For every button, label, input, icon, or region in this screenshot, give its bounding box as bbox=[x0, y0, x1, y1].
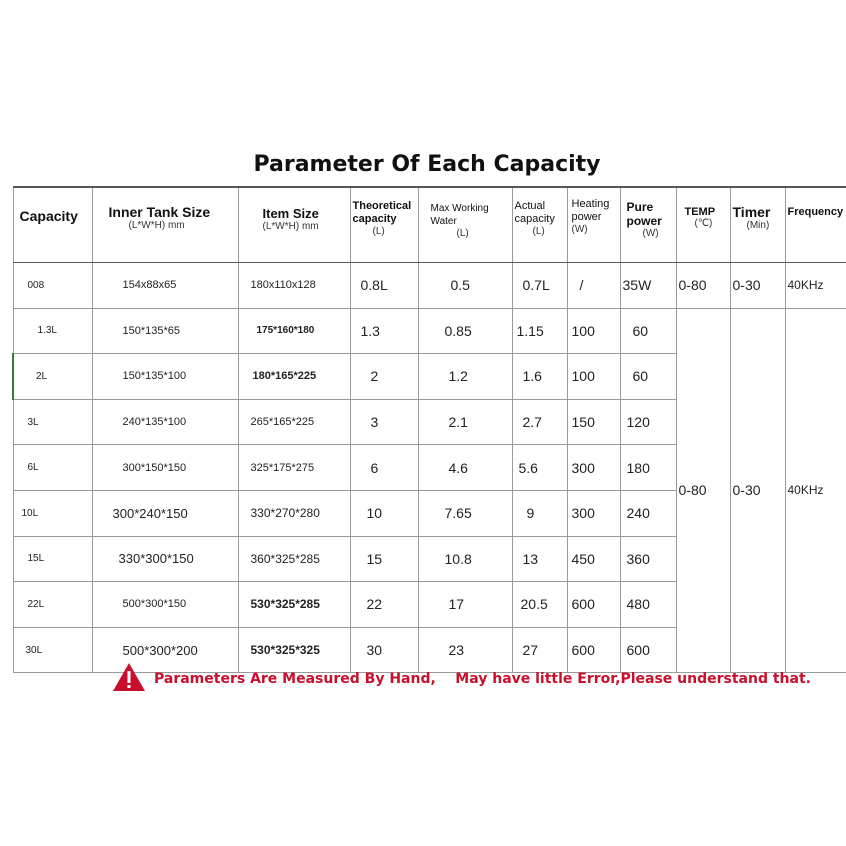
cell-max-water: 7.65 bbox=[418, 490, 512, 536]
cell-item-size: 180*165*225 bbox=[238, 354, 350, 400]
cell-pure: 120 bbox=[620, 399, 676, 445]
cell-heating: 100 bbox=[567, 308, 620, 354]
cell-max-water: 10.8 bbox=[418, 536, 512, 582]
cell-capacity: 2L bbox=[13, 354, 92, 400]
cell-actual: 27 bbox=[512, 627, 567, 673]
cell-heating: 150 bbox=[567, 399, 620, 445]
cell-pure: 600 bbox=[620, 627, 676, 673]
cell-actual: 1.15 bbox=[512, 308, 567, 354]
cell-item-size: 330*270*280 bbox=[238, 490, 350, 536]
parameter-table bbox=[12, 186, 846, 673]
cell-pure: 35W bbox=[620, 263, 676, 309]
cell-item-size: 325*175*275 bbox=[238, 445, 350, 491]
cell-pure: 60 bbox=[620, 354, 676, 400]
cell-capacity: 10L bbox=[13, 490, 92, 536]
cell-item-size: 175*160*180 bbox=[238, 308, 350, 354]
header-heating-power: Heating power (W) bbox=[567, 187, 620, 263]
cell-actual: 1.6 bbox=[512, 354, 567, 400]
cell-heating: 300 bbox=[567, 445, 620, 491]
cell-item-size: 265*165*225 bbox=[238, 399, 350, 445]
cell-pure: 240 bbox=[620, 490, 676, 536]
table-header-row bbox=[13, 187, 846, 263]
cell-item-size: 530*325*285 bbox=[238, 582, 350, 628]
cell-temp: 0-80 bbox=[676, 263, 730, 309]
cell-actual: 5.6 bbox=[512, 445, 567, 491]
cell-capacity: 008 bbox=[13, 263, 92, 309]
cell-actual: 2.7 bbox=[512, 399, 567, 445]
cell-max-water: 23 bbox=[418, 627, 512, 673]
header-capacity: Capacity bbox=[13, 187, 92, 263]
cell-max-water: 4.6 bbox=[418, 445, 512, 491]
cell-heating: / bbox=[567, 263, 620, 309]
cell-timer: 0-30 bbox=[730, 263, 785, 309]
cell-theoretical: 2 bbox=[350, 354, 418, 400]
header-timer: Timer (Min) bbox=[730, 187, 785, 263]
cell-theoretical: 3 bbox=[350, 399, 418, 445]
cell-inner-size: 500*300*150 bbox=[92, 582, 238, 628]
header-pure-power: Pure power (W) bbox=[620, 187, 676, 263]
cell-max-water: 2.1 bbox=[418, 399, 512, 445]
cell-theoretical: 15 bbox=[350, 536, 418, 582]
cell-actual: 0.7L bbox=[512, 263, 567, 309]
cell-theoretical: 0.8L bbox=[350, 263, 418, 309]
cell-pure: 360 bbox=[620, 536, 676, 582]
cell-item-size: 360*325*285 bbox=[238, 536, 350, 582]
cell-capacity: 1.3L bbox=[13, 308, 92, 354]
table-row bbox=[13, 308, 846, 354]
cell-item-size: 530*325*325 bbox=[238, 627, 350, 673]
cell-capacity: 15L bbox=[13, 536, 92, 582]
header-item-size: Item Size (L*W*H) mm bbox=[238, 187, 350, 263]
cell-inner-size: 150*135*65 bbox=[92, 308, 238, 354]
cell-heating: 100 bbox=[567, 354, 620, 400]
cell-heating: 450 bbox=[567, 536, 620, 582]
cell-actual: 20.5 bbox=[512, 582, 567, 628]
cell-heating: 600 bbox=[567, 627, 620, 673]
notice-text: Parameters Are Measured By Hand, May have little Error,Please understand that. bbox=[154, 671, 811, 687]
cell-max-water: 0.5 bbox=[418, 263, 512, 309]
cell-inner-size: 500*300*200 bbox=[92, 627, 238, 673]
cell-inner-size: 150*135*100 bbox=[92, 354, 238, 400]
table-row bbox=[13, 263, 846, 309]
cell-max-water: 0.85 bbox=[418, 308, 512, 354]
cell-pure: 60 bbox=[620, 308, 676, 354]
cell-item-size: 180x110x128 bbox=[238, 263, 350, 309]
cell-pure: 180 bbox=[620, 445, 676, 491]
cell-heating: 300 bbox=[567, 490, 620, 536]
cell-capacity: 6L bbox=[13, 445, 92, 491]
cell-pure: 480 bbox=[620, 582, 676, 628]
cell-theoretical: 10 bbox=[350, 490, 418, 536]
cell-inner-size: 300*150*150 bbox=[92, 445, 238, 491]
cell-inner-size: 154x88x65 bbox=[92, 263, 238, 309]
cell-theoretical: 30 bbox=[350, 627, 418, 673]
cell-inner-size: 300*240*150 bbox=[92, 490, 238, 536]
cell-max-water: 1.2 bbox=[418, 354, 512, 400]
cell-max-water: 17 bbox=[418, 582, 512, 628]
cell-theoretical: 22 bbox=[350, 582, 418, 628]
cell-heating: 600 bbox=[567, 582, 620, 628]
cell-temp-merged: 0-80 bbox=[676, 308, 730, 673]
header-inner-tank-size: Inner Tank Size (L*W*H) mm bbox=[92, 187, 238, 263]
cell-frequency: 40KHz bbox=[785, 263, 846, 309]
header-actual-capacity: Actual capacity (L) bbox=[512, 187, 567, 263]
header-temp: TEMP (℃) bbox=[676, 187, 730, 263]
cell-actual: 9 bbox=[512, 490, 567, 536]
cell-inner-size: 330*300*150 bbox=[92, 536, 238, 582]
warning-triangle-icon bbox=[112, 662, 146, 696]
measurement-notice bbox=[112, 664, 811, 694]
cell-actual: 13 bbox=[512, 536, 567, 582]
page-title: Parameter Of Each Capacity bbox=[253, 152, 601, 177]
cell-frequency-merged: 40KHz bbox=[785, 308, 846, 673]
cell-theoretical: 6 bbox=[350, 445, 418, 491]
cell-inner-size: 240*135*100 bbox=[92, 399, 238, 445]
header-frequency: Frequency bbox=[785, 187, 846, 263]
header-theoretical-capacity: Theoretical capacity (L) bbox=[350, 187, 418, 263]
cell-capacity: 22L bbox=[13, 582, 92, 628]
cell-timer-merged: 0-30 bbox=[730, 308, 785, 673]
header-max-working-water: Max Working Water (L) bbox=[418, 187, 512, 263]
cell-capacity: 30L bbox=[13, 627, 92, 673]
cell-capacity: 3L bbox=[13, 399, 92, 445]
cell-theoretical: 1.3 bbox=[350, 308, 418, 354]
